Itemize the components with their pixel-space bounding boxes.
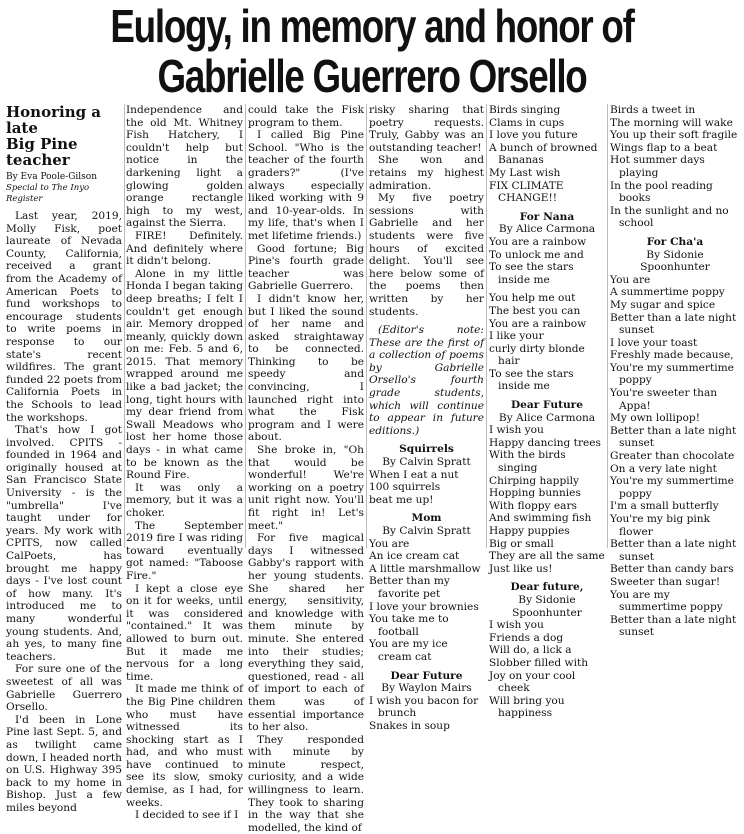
article-subhead — [6, 104, 122, 168]
poem-line: Freshly made because, — [610, 349, 734, 362]
column-divider — [366, 104, 367, 548]
paragraph: risky sharing that poetry requests. Truly, Gabby was an outstanding teacher! — [369, 104, 484, 154]
poem-line: Birds a tweet in — [610, 104, 696, 116]
credit-prefix: Special to — [6, 183, 52, 193]
paragraph: I kept a close eye on it for weeks, until it was considered "contained." It was allowed to burn out. But it made me nervous for a long time. — [126, 582, 243, 683]
poem-line: Happy dancing trees — [489, 436, 601, 449]
poem-line: Sweeter than sugar! — [610, 575, 721, 588]
paragraph: The September 2019 fire I was riding toward eventually got named: "Taboose Fire." — [126, 519, 243, 582]
headline — [0, 0, 744, 100]
poem-line: Better than a late night sunset — [610, 311, 737, 337]
column-divider — [245, 104, 246, 548]
paragraph: For five magical days I witnessed Gabby's rapport with her young students. She shared her energy, sensitivity, and knowledge with them minute by minute. She entered into their studies; everything they said, questioned, read - all of import to each of them was of essential importance to her also. — [248, 532, 364, 734]
paragraph: It made me think of the Big Pine children who must have witnessed its shocking start as I had, and who must have continued to see its slow, smoky demise, as I had, for weeks. — [126, 683, 243, 809]
poem-line: Better than candy bars — [610, 563, 734, 576]
poems-column-6 — [610, 104, 740, 639]
poem-line: Hopping bunnies — [489, 487, 581, 500]
paragraph: Good fortune; Big Pine's fourth grade teacher was Gabrielle Guerrero. — [248, 242, 364, 293]
poem-line: I love you future — [489, 129, 578, 142]
poem-line: When I eat a nut — [369, 468, 459, 481]
headline-line-1: Eulogy, in memory and honor of — [110, 0, 634, 52]
poem-line: They are all the same — [489, 550, 605, 563]
article-column-2 — [126, 104, 243, 822]
poem-line: To see the stars inside me — [489, 367, 574, 393]
poem-line: You take me to football — [369, 613, 449, 638]
poem-line: Snakes in soup — [369, 719, 450, 732]
poem-title: For Nana — [519, 210, 575, 223]
column-3-text — [248, 104, 364, 834]
editors-note: (Editor's note: These are the first of a collection of poems by Gabrielle Orsello's fourth grade students, which will continue to appear in future editions.) — [369, 324, 484, 437]
poem-author: By Calvin Spratt — [382, 525, 471, 537]
poem-line: You are — [610, 273, 651, 286]
poem-line: To see the stars inside me — [489, 261, 574, 286]
poem-line: I'm a small butterfly — [610, 500, 719, 513]
poem-line: With the birds singing — [489, 449, 566, 475]
poem-line: Hot summer days playing — [610, 154, 705, 179]
column-divider — [607, 104, 608, 548]
paragraph: Last year, 2019, Molly Fisk, poet laureate of Nevada County, California, received a grant from the Academy of American Poets to fund workshops to encourage students to write poems in response to our state's recent wildfires. The grant funded 22 poets from California Poets in the Schools to lead the workshops. — [6, 210, 122, 424]
poem-line: Slobber filled with — [489, 656, 589, 669]
poem-line: Joy on your cool cheek — [489, 669, 576, 695]
poem-line: Big or small — [489, 537, 554, 550]
column-divider — [124, 104, 125, 548]
poem-line: Chirping happily — [489, 474, 579, 487]
poem-line: Happy puppies — [489, 525, 570, 537]
poems-column-5 — [489, 104, 605, 720]
poem-line: On a very late night — [610, 462, 717, 475]
paragraph: Independence and the old Mt. Whitney Fish Hatchery, I couldn't help but notice in the darkening light a glowing golden orange rectangle high to my west, against the Sierra. — [126, 104, 243, 230]
poem-line: My Last wish — [489, 166, 561, 179]
paragraph: could take the Fisk program to them. — [248, 104, 364, 129]
poem-line: You are a rainbow — [489, 317, 587, 330]
poem-line: You're my summertime poppy — [610, 475, 734, 500]
poem-line: The morning will wake — [610, 116, 733, 129]
column-2-text — [126, 104, 243, 822]
poem-line: You up their soft fragile — [610, 129, 738, 142]
poem — [489, 581, 605, 720]
poem-title: Dear Future — [390, 669, 463, 682]
poem-title: Squirrels — [399, 443, 454, 456]
paragraph: I decided to see if I — [135, 809, 239, 822]
paragraph: She won and retains my highest admiration. — [369, 154, 484, 192]
poem-title: Dear future, — [510, 581, 584, 594]
paragraph: It was only a memory, but it was a choker. — [126, 481, 243, 519]
poem-author: By Waylon Mairs — [381, 682, 472, 695]
poem-line: Birds singing — [489, 104, 561, 116]
paragraph: That's how I got involved. CPITS - founded in 1964 and originally housed at San Francisco State University - is the "umbrella" I've taught under for years. My work with CPITS, now called CalPoets, has brought me happy days - I've lost count of how many. It's introduced me to many wonderful young students. And, ah yes, to many fine teachers. — [6, 424, 122, 663]
article-column-3 — [248, 104, 364, 834]
paragraph: For sure one of the sweetest of all was Gabrielle Guerrero Orsello. — [6, 663, 122, 714]
poem-author: By Calvin Spratt — [382, 456, 471, 469]
poem-line: You are — [369, 537, 410, 550]
paragraph: FIRE! Definitely. And definitely where it didn't belong. — [126, 229, 243, 268]
poem-line: A summertime poppy — [610, 286, 725, 299]
article-column-4 — [369, 104, 484, 732]
poem-line: An ice cream cat — [369, 550, 460, 563]
poem-line: Just like us! — [489, 562, 553, 575]
poem-line: With floppy ears — [489, 499, 577, 512]
poem — [610, 236, 740, 639]
poem — [489, 211, 605, 393]
paragraph: I didn't know her, but I liked the sound of her name and asked straightaway to be connected. Thinking to be speedy and convincing, I launched right into what the Fisk program and I were about. — [248, 292, 364, 444]
poem-title: For Cha'a — [646, 235, 704, 248]
poem — [369, 670, 484, 733]
poem-line: Better than my favorite pet — [369, 575, 450, 600]
poem-line: FIX CLIMATE CHANGE!! — [489, 179, 564, 205]
poem — [369, 443, 484, 506]
poem-line: Better than a late night sunset — [610, 613, 737, 639]
poem-line: In the pool reading books — [610, 179, 713, 205]
poem-line: To unlock me and — [489, 248, 584, 261]
poem-author: By Alice Carmona — [498, 223, 596, 236]
poem-author: By Sidonie Spoonhunter — [640, 248, 710, 274]
paragraph: My five poetry sessions with Gabrielle and her students were five hours of excited delight. You'll see here below some of the poems then written by her students. — [369, 192, 484, 318]
poem-line: 100 squirrels — [369, 481, 441, 494]
poem-line: In the sunlight and no school — [610, 204, 729, 230]
credit-publication: The Inyo Register — [6, 183, 90, 204]
poem-line: You're my big pink flower — [610, 513, 711, 538]
poem-line: Better than a late night sunset — [610, 424, 737, 450]
poem-line: I love your brownies — [369, 600, 479, 613]
poem-line: Greater than chocolate — [610, 450, 735, 463]
poem-line: Clams in cups — [489, 116, 565, 129]
poem-line: beat me up! — [369, 493, 434, 506]
poem-line: You are my ice cream cat — [369, 638, 448, 663]
poem-line: You are my summertime poppy — [610, 588, 723, 614]
credit-line — [6, 183, 122, 205]
poem — [489, 399, 605, 575]
subhead-line-2: Big Pine teacher — [6, 135, 78, 169]
poem-line: Will bring you happiness — [489, 694, 565, 720]
poem-author: By Sidonie Spoonhunter — [512, 593, 582, 619]
paragraph: I called Big Pine School. "Who is the teacher of the fourth graders?" (I've always especially liked working with 9 and 10-year-olds. In my life, that's when I met lifetime friends.) — [248, 129, 364, 242]
byline: By Eva Poole-Gilson — [6, 172, 97, 182]
poem-line: I love your toast — [610, 336, 698, 349]
poem-line: Better than a late night sunset — [610, 538, 737, 563]
poem-line: Friends a dog — [489, 631, 564, 644]
poem-line: You're my summertime poppy — [610, 361, 734, 387]
poem-title: Dear Future — [510, 399, 583, 412]
poem-line: You are a rainbow — [489, 235, 587, 248]
headline-line-2: Gabrielle Guerrero Orsello — [157, 50, 587, 102]
poem-line: I wish you — [489, 424, 544, 437]
subhead-line-1: Honoring a late — [6, 103, 102, 137]
poem-title: Mom — [411, 512, 442, 525]
poem-line: curly dirty blonde hair — [489, 342, 585, 368]
poem — [369, 512, 484, 663]
paragraph: Alone in my little Honda I began taking deep breaths; I felt I couldn't get enough air. Memory dropped meanly, quickly down on me: Feb. 5 and 6, 2015. That memory wrapped around me like a bad jacket; the long, tight hours with my dear friend from Swall Meadows who lost her home those days - in what came to be known as the Round Fire. — [126, 267, 243, 482]
poem-author: By Alice Carmona — [498, 411, 596, 424]
poem-line: You're sweeter than Appa! — [610, 387, 718, 412]
paragraph: They responded with minute by minute respect, curiosity, and a wide willingness to learn. They took to sharing in the way that she modelled, the kind of — [248, 733, 364, 834]
paragraph: I'd been in Lone Pine last Sept. 5, and as twilight came down, I headed north on U.S. Highway 395 back to my home in Bishop. Just a few miles beyond — [6, 713, 122, 814]
poem-line: My sugar and spice — [610, 298, 716, 311]
poem-line: A bunch of browned Bananas — [489, 141, 598, 167]
poem-line: The best you can — [489, 304, 581, 317]
column-divider — [486, 104, 487, 548]
poem-line: I like your — [489, 330, 544, 343]
poem-line: I wish you bacon for brunch — [369, 694, 479, 720]
poem-line: A little marshmallow — [369, 562, 481, 575]
poem-line: Wings flap to a beat — [610, 141, 718, 154]
column-1-text — [6, 210, 122, 815]
poem-line: My own lollipop! — [610, 412, 700, 425]
poem-line: You help me out — [489, 292, 576, 305]
article-column-1 — [6, 103, 122, 814]
poem-line: And swimming fish — [489, 512, 592, 525]
paragraph: She broke in, "Oh that would be wonderful! We're working on a poetry unit right now. You'll fit right in! Let's meet." — [248, 444, 364, 532]
poem-line: I wish you — [489, 619, 544, 632]
poem-line: Will do, a lick a — [489, 644, 572, 657]
